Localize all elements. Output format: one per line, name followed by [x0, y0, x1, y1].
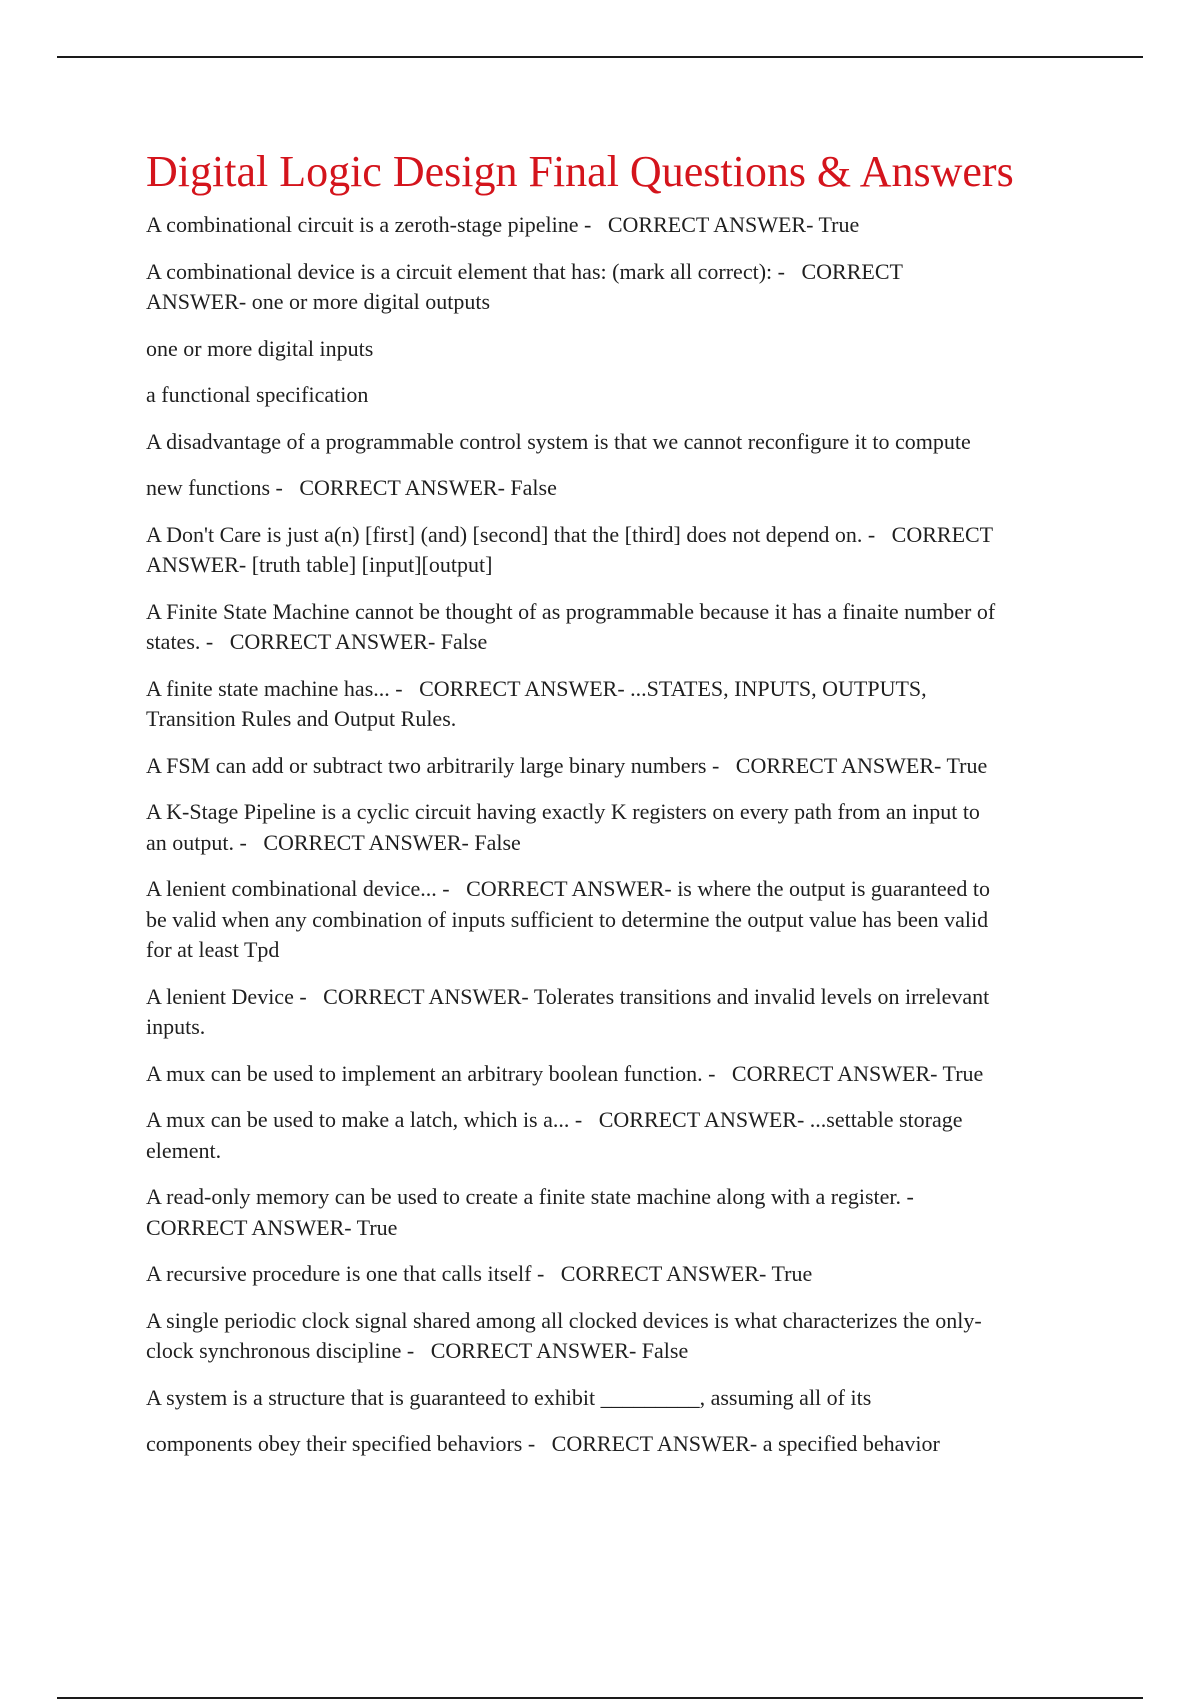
qa-paragraph: A mux can be used to make a latch, which is a... - CORRECT ANSWER- ...settable storage element. [146, 1107, 963, 1163]
footer-rule [57, 1697, 1143, 1699]
qa-paragraph: one or more digital inputs [146, 335, 374, 361]
qa-paragraph: A K-Stage Pipeline is a cyclic circuit having exactly K registers on every path from an input to an output. - CORRECT ANSWER- False [146, 799, 980, 855]
qa-paragraph: components obey their specified behaviors - CORRECT ANSWER- a specified behavior [146, 1431, 940, 1456]
qa-paragraph: new functions - CORRECT ANSWER- False [146, 475, 557, 500]
qa-paragraph: A Finite State Machine cannot be thought of as programmable because it has a finaite number of states. - CORRECT ANSWER- False [146, 598, 996, 654]
qa-paragraph: a functional specification [146, 382, 369, 407]
qa-paragraph: A Don't Care is just a(n) [first] (and) [second] that the [third] does not depend on. - CORRECT ANSWER- [truth table] [input][output] [146, 521, 994, 577]
qa-paragraph: A combinational device is a circuit element that has: (mark all correct): - CORRECT ANSWER- one or more digital outputs [146, 258, 903, 314]
qa-paragraph: A lenient Device - CORRECT ANSWER- Tolerates transitions and invalid levels on irrelevant inputs. [146, 983, 990, 1039]
qa-paragraph: A read-only memory can be used to create a finite state machine along with a register. - CORRECT ANSWER- True [146, 1184, 914, 1240]
qa-paragraph: A recursive procedure is one that calls itself - CORRECT ANSWER- True [146, 1261, 813, 1286]
qa-paragraph: A mux can be used to implement an arbitrary boolean function. - CORRECT ANSWER- True [146, 1060, 984, 1086]
qa-paragraph: A single periodic clock signal shared among all clocked devices is what characterizes the only- clock synchronous discipline - CORRECT ANSWER- False [146, 1307, 982, 1363]
qa-paragraph: A finite state machine has... - CORRECT ANSWER- ...STATES, INPUTS, OUTPUTS, Transition Rules and Output Rules. [146, 675, 927, 731]
document-title: Digital Logic Design Final Questions & Answers [146, 147, 1014, 196]
qa-paragraph: A disadvantage of a programmable control system is that we cannot reconfigure it to compute [146, 428, 971, 454]
qa-paragraph: A lenient combinational device... - CORRECT ANSWER- is where the output is guaranteed to be valid when any combination of inputs sufficient to determine the output value has been valid for at least Tpd [146, 876, 990, 962]
qa-paragraph: A FSM can add or subtract two arbitrarily large binary numbers - CORRECT ANSWER- True [146, 752, 988, 778]
qa-paragraph: A system is a structure that is guaranteed to exhibit _________, assuming all of its [146, 1384, 872, 1410]
qa-paragraph: A combinational circuit is a zeroth-stage pipeline - CORRECT ANSWER- True [146, 212, 860, 237]
document-body [146, 146, 1086, 1476]
header-rule [57, 56, 1143, 58]
